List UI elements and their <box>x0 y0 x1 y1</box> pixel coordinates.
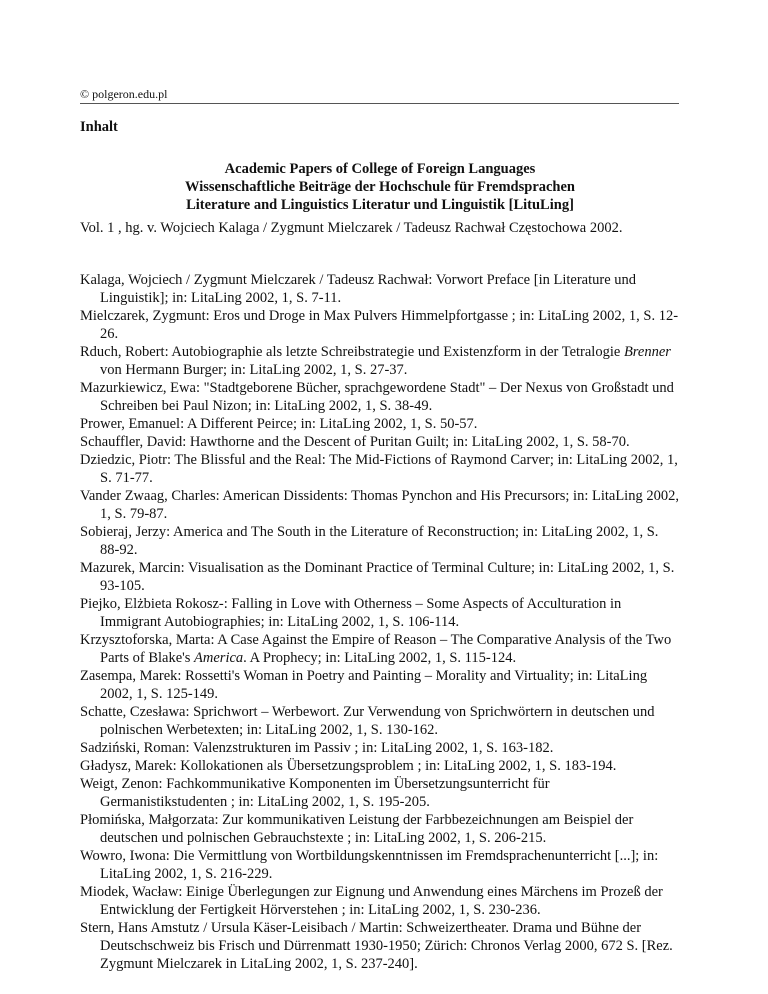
entry-text: Mazurkiewicz, Ewa: "Stadtgeborene Bücher, sprachgewordene Stadt" – Der Nexus von Großstadt und Schreiben bei Paul Nizon; in: LitaLing 2002, 1, S. 38-49. <box>80 380 674 414</box>
title-line-series: Literature and Linguistics Literatur und Linguistik [LituLing] <box>186 197 574 213</box>
contents-entry <box>80 631 680 667</box>
entry-text: Miodek, Wacław: Einige Überlegungen zur Eignung und Anwendung eines Märchens im Prozeß der Entwicklung der Fertigkeit Hörverstehen ; in: LitaLing 2002, 1, S. 230-236. <box>80 884 663 918</box>
entry-text: Dziedzic, Piotr: The Blissful and the Real: The Mid-Fictions of Raymond Carver; in: LitaLing 2002, 1, S. 71-77. <box>80 452 678 486</box>
contents-entry <box>80 379 680 415</box>
entry-text: Sadziński, Roman: Valenzstrukturen im Passiv ; in: LitaLing 2002, 1, S. 163-182. <box>80 740 554 756</box>
contents-entry <box>80 451 680 487</box>
volume-info: Vol. 1 , hg. v. Wojciech Kalaga / Zygmunt Mielczarek / Tadeusz Rachwał Częstochowa 2002. <box>80 220 623 236</box>
header-divider <box>80 103 679 104</box>
entry-text: Sobieraj, Jerzy: America and The South in the Literature of Reconstruction; in: LitaLing 2002, 1, S. 88-92. <box>80 524 659 558</box>
section-heading: Inhalt <box>80 119 118 135</box>
entry-text: Piejko, Elżbieta Rokosz-: Falling in Love with Otherness – Some Aspects of Acculturation in Immigrant Autobiographies; in: LitaLing 2002, 1, S. 106-114. <box>80 596 622 630</box>
entry-text: Schauffler, David: Hawthorne and the Descent of Puritan Guilt; in: LitaLing 2002, 1, S. 58-70. <box>80 434 630 450</box>
contents-entry <box>80 523 680 559</box>
entry-text-start: Krzysztoforska, Marta: A Case Against the Empire of Reason – The Comparative Analysis of the Two Parts of Blake's <box>80 632 672 666</box>
entry-text: Zasempa, Marek: Rossetti's Woman in Poetry and Painting – Morality and Virtuality; in: LitaLing 2002, 1, S. 125-149. <box>80 668 648 702</box>
entry-text-end: . A Prophecy; in: LitaLing 2002, 1, S. 115-124. <box>243 650 517 666</box>
contents-entry <box>80 487 680 523</box>
entry-text: Mielczarek, Zygmunt: Eros und Droge in Max Pulvers Himmelpfortgasse ; in: LitaLing 2002, 1, S. 12-26. <box>80 308 679 342</box>
contents-entry <box>80 847 680 883</box>
entry-italic-title: Brenner <box>623 344 671 360</box>
contents-entry <box>80 595 680 631</box>
contents-entry <box>80 739 680 757</box>
entry-text: Weigt, Zenon: Fachkommunikative Komponenten im Übersetzungsunterricht für Germanistikstudenten ; in: LitaLing 2002, 1, S. 195-205. <box>80 776 550 810</box>
entry-text: Stern, Hans Amstutz / Ursula Käser-Leisibach / Martin: Schweizertheater. Drama und Bühne der Deutschschweiz bis Frisch und Dürrenmatt 1930-1950; Zürich: Chronos Verlag 2000, 672 S. [Rez. Zygmunt Mielczarek in LitaLing 2002, 1, S. 237-240]. <box>80 920 673 972</box>
contents-entry <box>80 703 680 739</box>
contents-entry <box>80 775 680 811</box>
contents-entry <box>80 919 680 973</box>
entry-text-end: von Hermann Burger; in: LitaLing 2002, 1, S. 27-37. <box>100 362 408 378</box>
title-line-english: Academic Papers of College of Foreign Languages <box>224 161 536 177</box>
entry-text: Vander Zwaag, Charles: American Dissidents: Thomas Pynchon and His Precursors; in: LitaLing 2002, 1, S. 79-87. <box>80 488 679 522</box>
contents-entry <box>80 667 680 703</box>
entry-text: Kalaga, Wojciech / Zygmunt Mielczarek / Tadeusz Rachwał: Vorwort Preface [in Literature und Linguistik]; in: LitaLing 2002, 1, S. 7-11. <box>80 272 637 306</box>
entry-text: Płomińska, Małgorzata: Zur kommunikativen Leistung der Farbbezeichnungen am Beispiel der deutschen und polnischen Gebrauchstexte ; in: LitaLing 2002, 1, S. 206-215. <box>80 812 634 846</box>
contents-entry <box>80 343 680 379</box>
entry-text-start: Rduch, Robert: Autobiographie als letzte Schreibstrategie und Existenzform in der Tetralogie <box>80 344 624 360</box>
contents-list <box>80 271 680 973</box>
journal-title-block <box>80 160 680 214</box>
title-line-german: Wissenschaftliche Beiträge der Hochschule für Fremdsprachen <box>185 179 575 195</box>
entry-text: Gładysz, Marek: Kollokationen als Übersetzungsproblem ; in: LitaLing 2002, 1, S. 183-194. <box>80 758 617 774</box>
copyright-notice: © polgeron.edu.pl <box>80 87 168 101</box>
entry-text: Prower, Emanuel: A Different Peirce; in: LitaLing 2002, 1, S. 50-57. <box>80 416 478 432</box>
contents-entry <box>80 811 680 847</box>
entry-italic-title: America <box>194 650 244 666</box>
contents-entry <box>80 415 680 433</box>
contents-entry <box>80 559 680 595</box>
contents-entry <box>80 307 680 343</box>
contents-entry <box>80 433 680 451</box>
entry-text: Wowro, Iwona: Die Vermittlung von Wortbildungskenntnissen im Fremdsprachenunterricht [...]; in: LitaLing 2002, 1, S. 216-229. <box>80 848 659 882</box>
contents-entry <box>80 757 680 775</box>
entry-text: Mazurek, Marcin: Visualisation as the Dominant Practice of Terminal Culture; in: LitaLing 2002, 1, S. 93-105. <box>80 560 675 594</box>
contents-entry <box>80 883 680 919</box>
entry-text: Schatte, Czesława: Sprichwort – Werbewort. Zur Verwendung von Sprichwörtern in deutschen und polnischen Werbetexten; in: LitaLing 2002, 1, S. 130-162. <box>80 704 655 738</box>
contents-entry <box>80 271 680 307</box>
